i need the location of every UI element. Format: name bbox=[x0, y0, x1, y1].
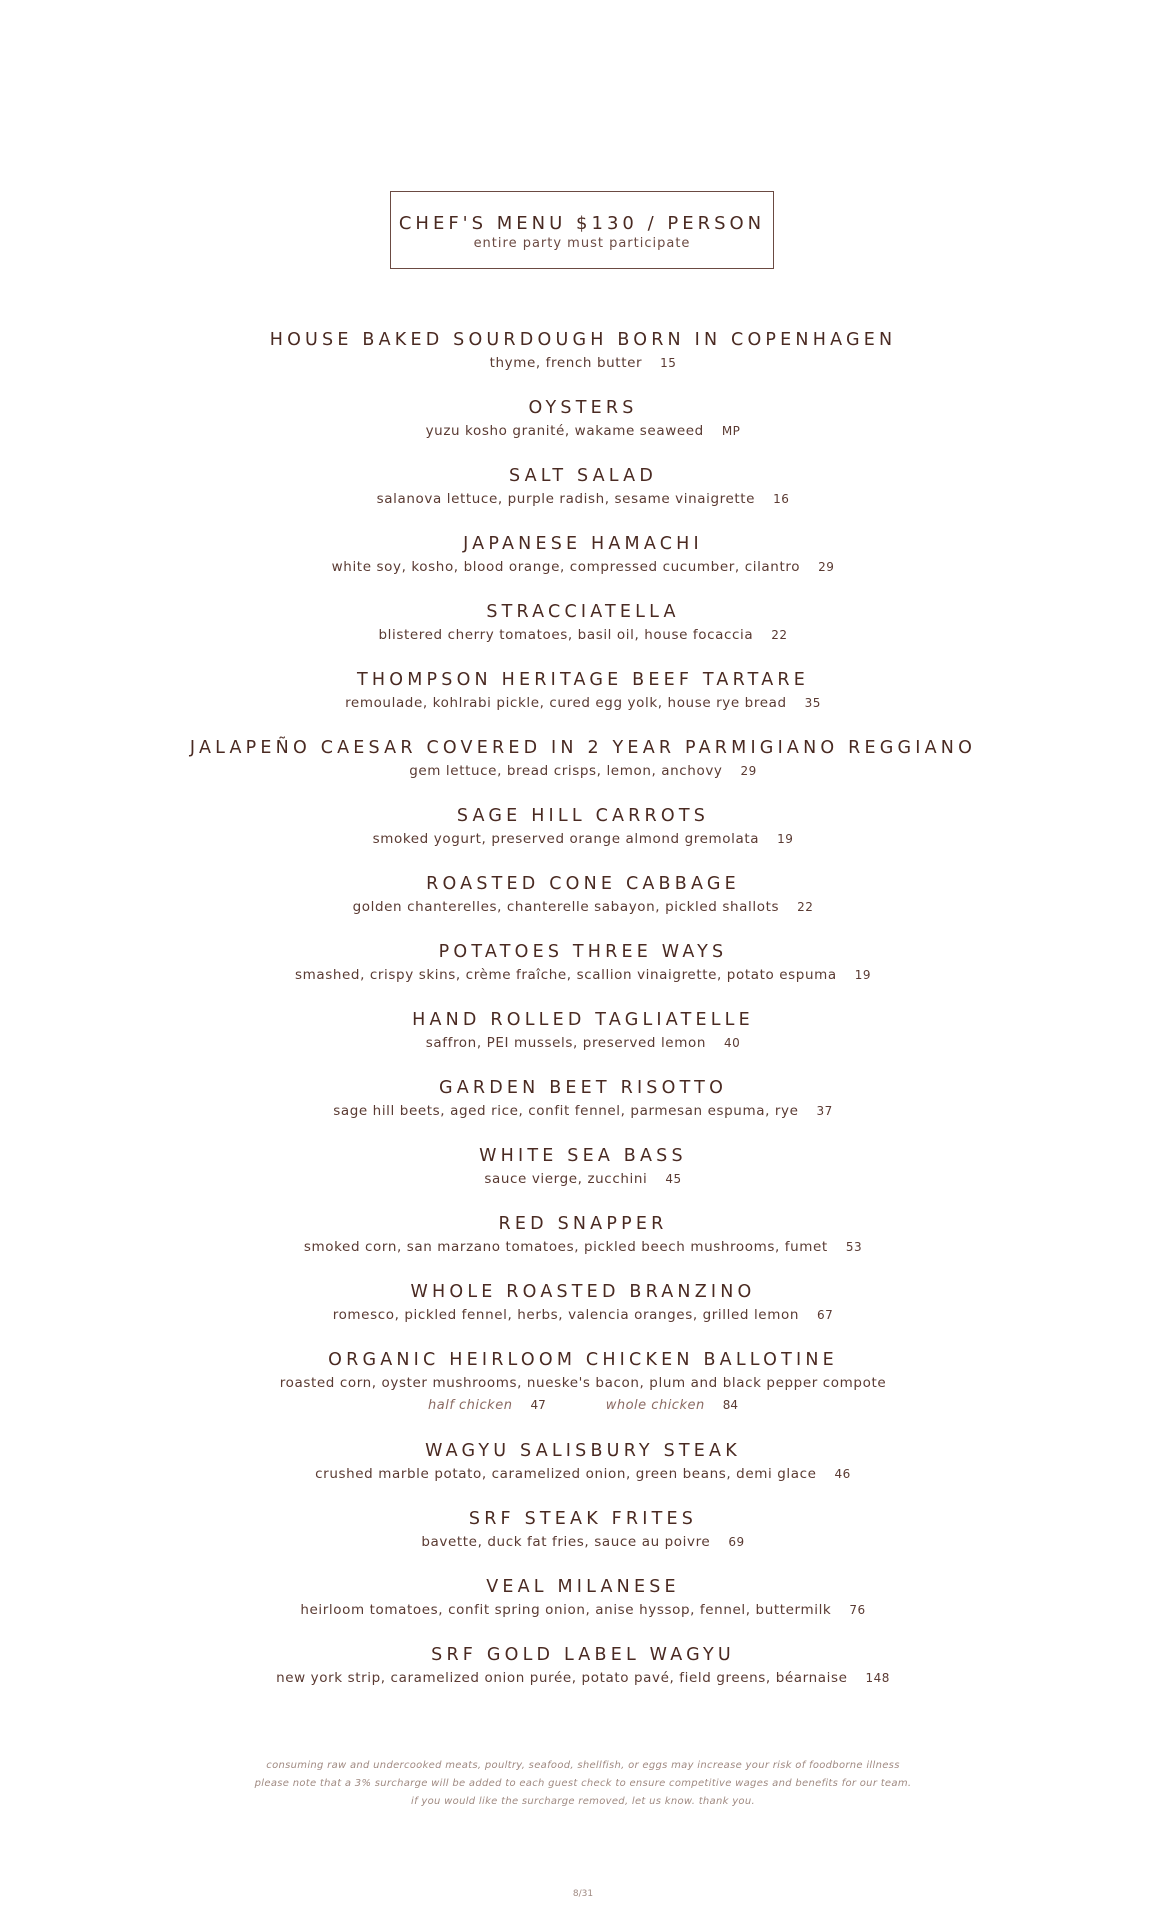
menu-item-description-line bbox=[0, 760, 1166, 782]
menu-item-description: bavette, duck fat fries, sauce au poivre bbox=[421, 1534, 711, 1550]
menu-item-description: white soy, kosho, blood orange, compressed cucumber, cilantro bbox=[331, 559, 801, 575]
menu-item-description-line bbox=[0, 1531, 1166, 1553]
menu-item-description: new york strip, caramelized onion purée, potato pavé, field greens, béarnaise bbox=[276, 1670, 848, 1686]
menu-item-description: heirloom tomatoes, confit spring onion, anise hyssop, fennel, buttermilk bbox=[300, 1602, 832, 1618]
menu-item-description-line bbox=[0, 1372, 1166, 1394]
menu-item-price: 35 bbox=[804, 696, 821, 710]
menu-item bbox=[0, 1575, 1166, 1643]
menu-item-name: WHOLE ROASTED BRANZINO bbox=[410, 1282, 756, 1302]
menu-item-name: OYSTERS bbox=[528, 398, 638, 418]
menu-item bbox=[0, 804, 1166, 872]
menu-item-price: 76 bbox=[849, 1603, 866, 1617]
menu-item-price: 148 bbox=[865, 1671, 890, 1685]
menu-item-description-line bbox=[0, 352, 1166, 374]
menu-item-name: RED SNAPPER bbox=[498, 1214, 668, 1234]
menu-item-price: 46 bbox=[834, 1467, 851, 1481]
menu-item-price: 19 bbox=[854, 968, 872, 982]
menu-item-description-line bbox=[0, 1304, 1166, 1326]
footer-notice bbox=[0, 1757, 1166, 1811]
menu-item-variants bbox=[0, 1394, 1166, 1417]
menu-item-description: yuzu kosho granité, wakame seaweed bbox=[425, 423, 704, 439]
menu-item-description: smoked corn, san marzano tomatoes, pickled beech mushrooms, fumet bbox=[303, 1239, 828, 1255]
menu-item bbox=[0, 1507, 1166, 1575]
menu-item-name: THOMPSON HERITAGE BEEF TARTARE bbox=[357, 670, 809, 690]
menu-item-name: POTATOES THREE WAYS bbox=[438, 942, 728, 962]
menu-item-description-line bbox=[0, 692, 1166, 714]
menu-item-price: 37 bbox=[816, 1104, 833, 1118]
menu-item-description-line bbox=[0, 488, 1166, 510]
menu-item-description: thyme, french butter bbox=[489, 355, 643, 371]
menu-list bbox=[0, 328, 1166, 1711]
menu-item-description-line bbox=[0, 1667, 1166, 1689]
menu-item-description: smoked yogurt, preserved orange almond gremolata bbox=[372, 831, 760, 847]
menu-item bbox=[0, 1144, 1166, 1212]
menu-item bbox=[0, 1280, 1166, 1348]
menu-item bbox=[0, 1008, 1166, 1076]
menu-item-price: MP bbox=[721, 424, 741, 438]
menu-item-description-line bbox=[0, 1463, 1166, 1485]
menu-item-price: 19 bbox=[777, 832, 794, 846]
menu-item bbox=[0, 1212, 1166, 1280]
menu-item bbox=[0, 872, 1166, 940]
menu-item-description-line bbox=[0, 1032, 1166, 1054]
menu-item-name: WAGYU SALISBURY STEAK bbox=[425, 1441, 741, 1461]
menu-item bbox=[0, 328, 1166, 396]
menu-item-description: romesco, pickled fennel, herbs, valencia oranges, grilled lemon bbox=[332, 1307, 799, 1323]
menu-item-description: blistered cherry tomatoes, basil oil, house focaccia bbox=[378, 627, 754, 643]
menu-item-description-line bbox=[0, 624, 1166, 646]
menu-item-name: ORGANIC HEIRLOOM CHICKEN BALLOTINE bbox=[328, 1350, 838, 1370]
menu-item bbox=[0, 464, 1166, 532]
menu-item-name: SALT SALAD bbox=[509, 466, 657, 486]
variant-price: 84 bbox=[722, 1398, 738, 1412]
menu-item-price: 15 bbox=[660, 356, 677, 370]
variant-label: half chicken bbox=[428, 1398, 513, 1413]
menu-item-description-line bbox=[0, 1599, 1166, 1621]
menu-item-price: 40 bbox=[723, 1036, 741, 1050]
menu-item bbox=[0, 1439, 1166, 1507]
menu-item-name: JAPANESE HAMACHI bbox=[463, 534, 703, 554]
menu-item bbox=[0, 1076, 1166, 1144]
menu-item-description: crushed marble potato, caramelized onion, green beans, demi glace bbox=[315, 1466, 817, 1482]
menu-item-description-line bbox=[0, 420, 1166, 442]
footer-line-2: please note that a 3% surcharge will be added to each guest check to ensure competitive wages and benefits for our team. bbox=[254, 1778, 912, 1789]
menu-item-description: gem lettuce, bread crisps, lemon, anchovy bbox=[409, 763, 723, 779]
menu-item-name: WHITE SEA BASS bbox=[479, 1146, 687, 1166]
menu-item-name: SRF GOLD LABEL WAGYU bbox=[431, 1645, 735, 1665]
menu-item-description-line bbox=[0, 1100, 1166, 1122]
chefs-menu-subtitle: entire party must participate bbox=[473, 236, 691, 251]
menu-item-price: 29 bbox=[740, 764, 757, 778]
menu-item-name: SAGE HILL CARROTS bbox=[456, 806, 710, 826]
menu-item-price: 22 bbox=[797, 900, 814, 914]
menu-item bbox=[0, 1643, 1166, 1711]
menu-item-description: sauce vierge, zucchini bbox=[484, 1171, 648, 1187]
menu-item bbox=[0, 1348, 1166, 1439]
footer-line-1: consuming raw and undercooked meats, poultry, seafood, shellfish, or eggs may increase your risk of foodborne illness bbox=[266, 1760, 900, 1771]
chefs-menu-title: CHEF'S MENU $130 / PERSON bbox=[398, 213, 766, 234]
menu-item-description: salanova lettuce, purple radish, sesame vinaigrette bbox=[376, 491, 756, 507]
menu-item-description-line bbox=[0, 1236, 1166, 1258]
menu-item-description: saffron, PEI mussels, preserved lemon bbox=[425, 1035, 706, 1051]
menu-item-price: 53 bbox=[845, 1240, 863, 1254]
footer-line-3: if you would like the surcharge removed, let us know. thank you. bbox=[411, 1796, 755, 1807]
menu-item-name: SRF STEAK FRITES bbox=[468, 1509, 698, 1529]
variant-label: whole chicken bbox=[605, 1398, 705, 1413]
menu-item bbox=[0, 668, 1166, 736]
menu-item bbox=[0, 532, 1166, 600]
menu-item-name: HOUSE BAKED SOURDOUGH BORN IN COPENHAGEN bbox=[269, 330, 897, 350]
menu-item-price: 45 bbox=[665, 1172, 682, 1186]
menu-item-description: remoulade, kohlrabi pickle, cured egg yolk, house rye bread bbox=[345, 695, 787, 711]
menu-item-description: roasted corn, oyster mushrooms, nueske's bacon, plum and black pepper compote bbox=[279, 1375, 887, 1391]
menu-item bbox=[0, 600, 1166, 668]
menu-item-description: smashed, crispy skins, crème fraîche, scallion vinaigrette, potato espuma bbox=[294, 967, 837, 983]
menu-item-name: HAND ROLLED TAGLIATELLE bbox=[412, 1010, 754, 1030]
menu-item-price: 67 bbox=[816, 1308, 834, 1322]
menu-item-description: sage hill beets, aged rice, confit fennel, parmesan espuma, rye bbox=[333, 1103, 799, 1119]
menu-item-price: 29 bbox=[818, 560, 835, 574]
menu-item bbox=[0, 736, 1166, 804]
menu-item-name: JALAPEÑO CAESAR COVERED IN 2 YEAR PARMIGIANO REGGIANO bbox=[189, 738, 977, 758]
menu-item bbox=[0, 396, 1166, 464]
menu-item-description-line bbox=[0, 1168, 1166, 1190]
menu-item-description-line bbox=[0, 556, 1166, 578]
variant-price: 47 bbox=[530, 1398, 546, 1412]
menu-item-description-line bbox=[0, 896, 1166, 918]
menu-item-description-line bbox=[0, 964, 1166, 986]
menu-item-name: GARDEN BEET RISOTTO bbox=[438, 1078, 728, 1098]
chefs-menu-box bbox=[390, 191, 774, 269]
menu-item-description: golden chanterelles, chanterelle sabayon, pickled shallots bbox=[352, 899, 780, 915]
menu-item-name: VEAL MILANESE bbox=[486, 1577, 680, 1597]
menu-item-price: 22 bbox=[771, 628, 788, 642]
menu-item-name: STRACCIATELLA bbox=[486, 602, 680, 622]
page-number: 8/31 bbox=[572, 1889, 594, 1899]
menu-item-price: 69 bbox=[728, 1535, 745, 1549]
menu-item-name: ROASTED CONE CABBAGE bbox=[426, 874, 740, 894]
menu-item-price: 16 bbox=[773, 492, 790, 506]
menu-item-description-line bbox=[0, 828, 1166, 850]
menu-item bbox=[0, 940, 1166, 1008]
